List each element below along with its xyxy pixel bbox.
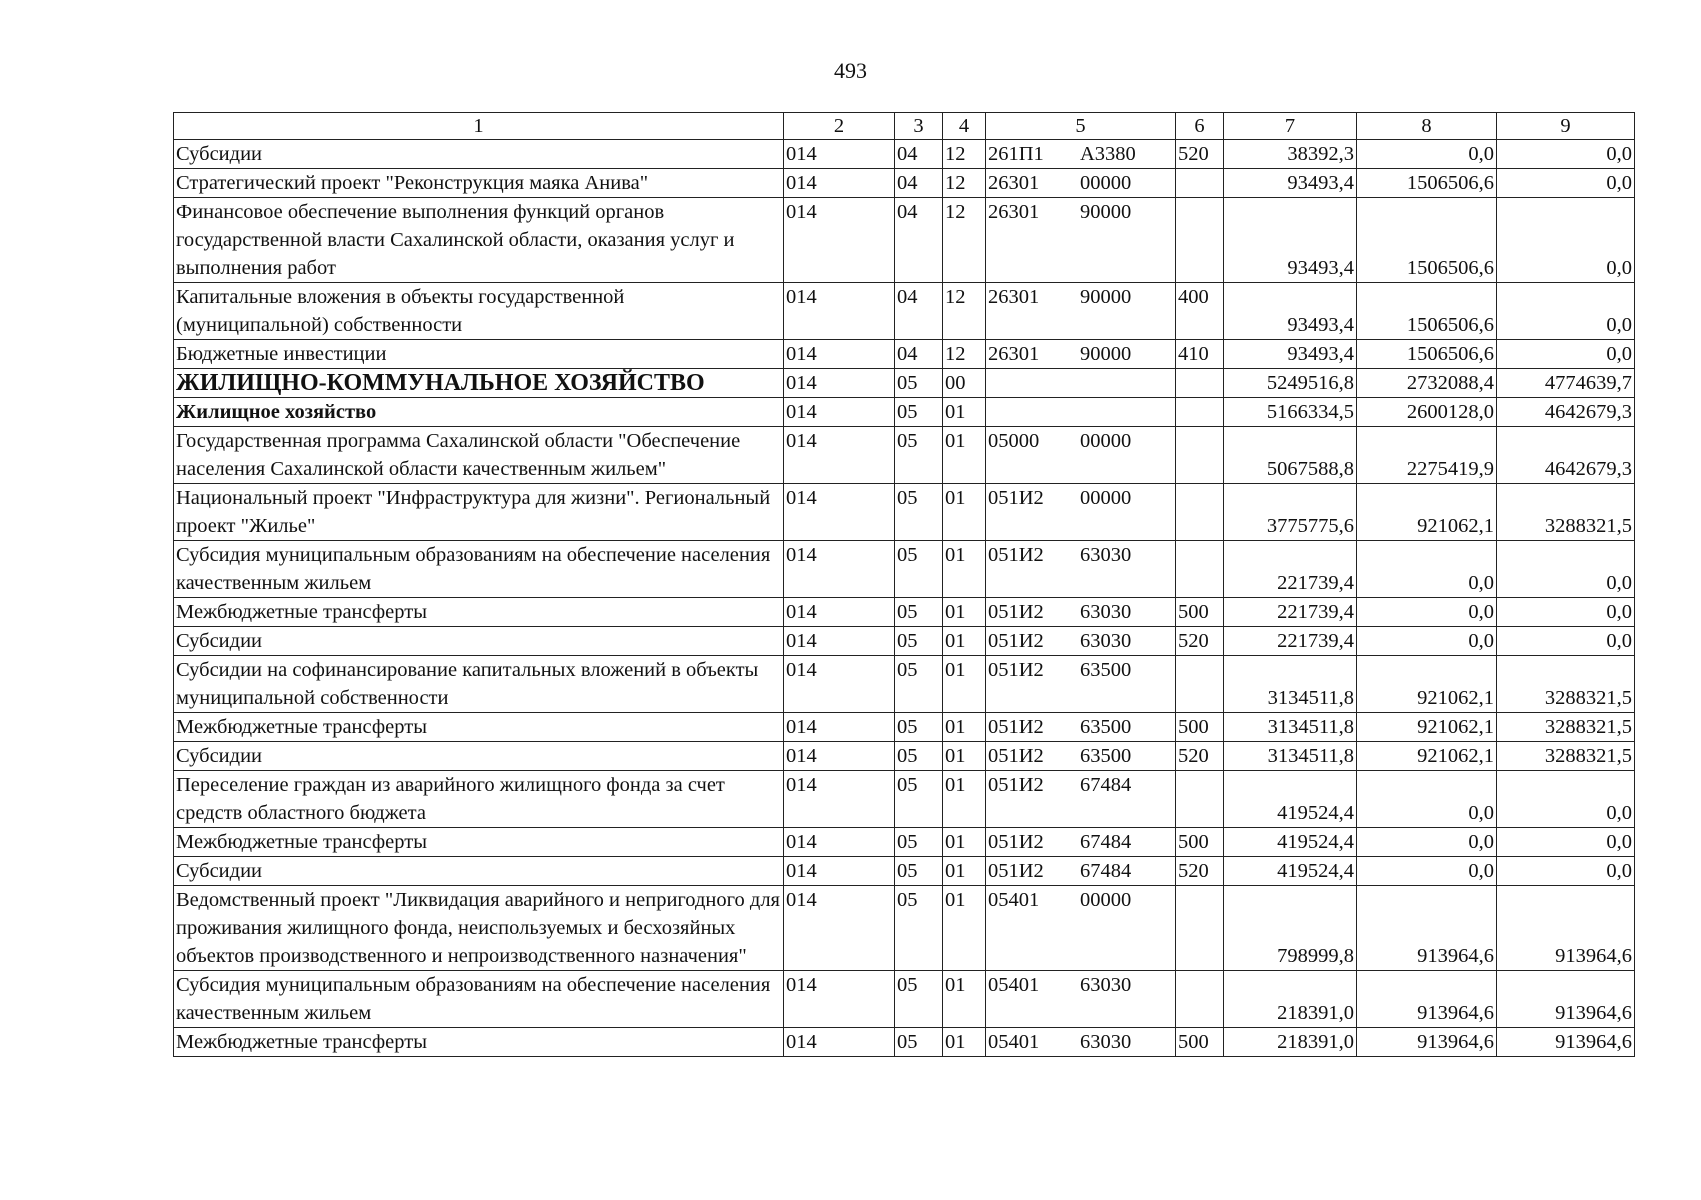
subsection-code: 01 <box>943 771 986 828</box>
expense-type-code: 400 <box>1176 283 1224 340</box>
column-header: 7 <box>1224 113 1357 140</box>
target-article-direction: 63500 <box>1080 716 1132 738</box>
target-article-program: 26301 <box>988 172 1040 194</box>
amount-col8: 913964,6 <box>1357 971 1497 1028</box>
ministry-code: 014 <box>784 857 895 886</box>
amount-col8: 1506506,6 <box>1357 169 1497 198</box>
target-article-program: 051И2 <box>988 716 1044 738</box>
amount-col8: 1506506,6 <box>1357 283 1497 340</box>
ministry-code: 014 <box>784 971 895 1028</box>
subsection-code: 12 <box>943 198 986 283</box>
target-article-direction: 63500 <box>1080 659 1132 681</box>
table-row <box>174 828 1635 857</box>
amount-col9: 0,0 <box>1497 828 1635 857</box>
expense-type-code <box>1176 198 1224 283</box>
amount-col7: 93493,4 <box>1224 198 1357 283</box>
section-code: 05 <box>895 1028 943 1057</box>
target-article-direction: 63030 <box>1080 1031 1132 1053</box>
table-row <box>174 857 1635 886</box>
amount-col8: 921062,1 <box>1357 656 1497 713</box>
amount-col9: 0,0 <box>1497 140 1635 169</box>
budget-table <box>173 112 1635 1057</box>
row-name: Межбюджетные трансферты <box>174 1028 784 1057</box>
target-article-direction: 00000 <box>1080 172 1132 194</box>
target-article <box>986 886 1176 971</box>
row-name: Стратегический проект "Реконструкция маяка Анива" <box>174 169 784 198</box>
amount-col9: 3288321,5 <box>1497 484 1635 541</box>
row-name: Бюджетные инвестиции <box>174 340 784 369</box>
target-article <box>986 656 1176 713</box>
table-row <box>174 971 1635 1028</box>
amount-col7: 218391,0 <box>1224 971 1357 1028</box>
ministry-code: 014 <box>784 828 895 857</box>
ministry-code: 014 <box>784 771 895 828</box>
expense-type-code: 520 <box>1176 857 1224 886</box>
row-name: Финансовое обеспечение выполнения функций органов государственной власти Сахалинской области, оказания услуг и выполнения работ <box>174 198 784 283</box>
table-row <box>174 484 1635 541</box>
subsection-code: 12 <box>943 140 986 169</box>
section-code: 05 <box>895 713 943 742</box>
amount-col7: 419524,4 <box>1224 771 1357 828</box>
target-article <box>986 198 1176 283</box>
ministry-code: 014 <box>784 369 895 398</box>
amount-col9: 0,0 <box>1497 340 1635 369</box>
target-article <box>986 369 1176 398</box>
section-code: 04 <box>895 140 943 169</box>
expense-type-code <box>1176 369 1224 398</box>
column-header: 3 <box>895 113 943 140</box>
amount-col9: 0,0 <box>1497 771 1635 828</box>
section-code: 05 <box>895 742 943 771</box>
ministry-code: 014 <box>784 427 895 484</box>
table-row <box>174 656 1635 713</box>
expense-type-code <box>1176 771 1224 828</box>
subsection-code: 01 <box>943 971 986 1028</box>
target-article-direction: 67484 <box>1080 831 1132 853</box>
section-code: 04 <box>895 283 943 340</box>
amount-col9: 913964,6 <box>1497 886 1635 971</box>
target-article-program: 051И2 <box>988 745 1044 767</box>
ministry-code: 014 <box>784 340 895 369</box>
target-article <box>986 398 1176 427</box>
subsection-code: 01 <box>943 656 986 713</box>
amount-col8: 2732088,4 <box>1357 369 1497 398</box>
target-article-direction: 63030 <box>1080 544 1132 566</box>
target-article <box>986 427 1176 484</box>
target-article <box>986 713 1176 742</box>
target-article-program: 05401 <box>988 974 1040 996</box>
expense-type-code <box>1176 484 1224 541</box>
section-code: 05 <box>895 971 943 1028</box>
target-article <box>986 742 1176 771</box>
target-article-direction: 63030 <box>1080 601 1132 623</box>
subsection-code: 01 <box>943 627 986 656</box>
row-name: Государственная программа Сахалинской области "Обеспечение населения Сахалинской области качественным жильем" <box>174 427 784 484</box>
expense-type-code <box>1176 971 1224 1028</box>
amount-col8: 0,0 <box>1357 828 1497 857</box>
amount-col9: 4642679,3 <box>1497 427 1635 484</box>
amount-col8: 2600128,0 <box>1357 398 1497 427</box>
target-article-direction: А3380 <box>1080 143 1136 165</box>
subsection-code: 01 <box>943 713 986 742</box>
target-article <box>986 857 1176 886</box>
amount-col9: 0,0 <box>1497 598 1635 627</box>
amount-col9: 0,0 <box>1497 169 1635 198</box>
amount-col7: 218391,0 <box>1224 1028 1357 1057</box>
amount-col8: 921062,1 <box>1357 742 1497 771</box>
expense-type-code <box>1176 427 1224 484</box>
target-article-program: 051И2 <box>988 544 1044 566</box>
amount-col9: 4642679,3 <box>1497 398 1635 427</box>
ministry-code: 014 <box>784 169 895 198</box>
amount-col7: 5067588,8 <box>1224 427 1357 484</box>
row-name: Субсидии <box>174 140 784 169</box>
table-row <box>174 427 1635 484</box>
amount-col9: 913964,6 <box>1497 1028 1635 1057</box>
target-article-program: 261П1 <box>988 143 1044 165</box>
subsection-code: 01 <box>943 857 986 886</box>
amount-col8: 0,0 <box>1357 771 1497 828</box>
subsection-code: 01 <box>943 598 986 627</box>
amount-col8: 0,0 <box>1357 140 1497 169</box>
subsection-code: 01 <box>943 398 986 427</box>
ministry-code: 014 <box>784 484 895 541</box>
row-name: Межбюджетные трансферты <box>174 713 784 742</box>
column-header: 8 <box>1357 113 1497 140</box>
subsection-code: 01 <box>943 828 986 857</box>
column-header: 5 <box>986 113 1176 140</box>
table-row <box>174 541 1635 598</box>
ministry-code: 014 <box>784 742 895 771</box>
subsection-code: 00 <box>943 369 986 398</box>
target-article-direction: 67484 <box>1080 774 1132 796</box>
amount-col9: 0,0 <box>1497 627 1635 656</box>
amount-col7: 221739,4 <box>1224 598 1357 627</box>
column-header: 4 <box>943 113 986 140</box>
amount-col9: 0,0 <box>1497 857 1635 886</box>
amount-col7: 221739,4 <box>1224 627 1357 656</box>
section-code: 05 <box>895 598 943 627</box>
expense-type-code: 500 <box>1176 1028 1224 1057</box>
table-row <box>174 198 1635 283</box>
ministry-code: 014 <box>784 283 895 340</box>
section-code: 05 <box>895 656 943 713</box>
column-header: 6 <box>1176 113 1224 140</box>
target-article-direction: 63030 <box>1080 630 1132 652</box>
amount-col7: 419524,4 <box>1224 857 1357 886</box>
target-article-direction: 90000 <box>1080 343 1132 365</box>
section-code: 05 <box>895 369 943 398</box>
subsection-code: 01 <box>943 484 986 541</box>
amount-col7: 93493,4 <box>1224 340 1357 369</box>
section-code: 05 <box>895 427 943 484</box>
amount-col8: 2275419,9 <box>1357 427 1497 484</box>
row-name: Субсидии <box>174 857 784 886</box>
expense-type-code <box>1176 656 1224 713</box>
amount-col9: 0,0 <box>1497 283 1635 340</box>
target-article <box>986 771 1176 828</box>
ministry-code: 014 <box>784 627 895 656</box>
subsection-code: 12 <box>943 169 986 198</box>
subsection-code: 01 <box>943 427 986 484</box>
target-article-program: 051И2 <box>988 831 1044 853</box>
amount-col9: 3288321,5 <box>1497 656 1635 713</box>
row-name: Ведомственный проект "Ликвидация аварийного и непригодного для проживания жилищного фонда, неиспользуемых и бесхозяйных объектов производственного и непроизводственного назначения" <box>174 886 784 971</box>
ministry-code: 014 <box>784 886 895 971</box>
table-row <box>174 140 1635 169</box>
amount-col9: 0,0 <box>1497 541 1635 598</box>
subsection-code: 01 <box>943 1028 986 1057</box>
amount-col8: 0,0 <box>1357 857 1497 886</box>
target-article-direction: 00000 <box>1080 889 1132 911</box>
row-name: Субсидии на софинансирование капитальных вложений в объекты муниципальной собственности <box>174 656 784 713</box>
target-article-direction: 63030 <box>1080 974 1132 996</box>
amount-col8: 921062,1 <box>1357 713 1497 742</box>
amount-col8: 921062,1 <box>1357 484 1497 541</box>
amount-col7: 5249516,8 <box>1224 369 1357 398</box>
target-article <box>986 340 1176 369</box>
expense-type-code: 520 <box>1176 627 1224 656</box>
target-article <box>986 140 1176 169</box>
row-name: Субсидия муниципальным образованиям на обеспечение населения качественным жильем <box>174 541 784 598</box>
row-name: Переселение граждан из аварийного жилищного фонда за счет средств областного бюджета <box>174 771 784 828</box>
subsection-code: 01 <box>943 742 986 771</box>
target-article-program: 26301 <box>988 286 1040 308</box>
target-article-program: 051И2 <box>988 487 1044 509</box>
target-article-program: 26301 <box>988 343 1040 365</box>
table-row <box>174 598 1635 627</box>
amount-col8: 0,0 <box>1357 541 1497 598</box>
amount-col7: 3134511,8 <box>1224 656 1357 713</box>
target-article-program: 05401 <box>988 889 1040 911</box>
ministry-code: 014 <box>784 541 895 598</box>
target-article <box>986 283 1176 340</box>
table-row <box>174 742 1635 771</box>
expense-type-code <box>1176 169 1224 198</box>
target-article <box>986 828 1176 857</box>
amount-col8: 1506506,6 <box>1357 340 1497 369</box>
expense-type-code: 500 <box>1176 598 1224 627</box>
section-code: 05 <box>895 398 943 427</box>
target-article <box>986 598 1176 627</box>
amount-col9: 913964,6 <box>1497 971 1635 1028</box>
row-name: Капитальные вложения в объекты государственной (муниципальной) собственности <box>174 283 784 340</box>
amount-col7: 38392,3 <box>1224 140 1357 169</box>
row-name: Субсидии <box>174 742 784 771</box>
section-code: 05 <box>895 828 943 857</box>
target-article-program: 26301 <box>988 201 1040 223</box>
row-name: ЖИЛИЩНО-КОММУНАЛЬНОЕ ХОЗЯЙСТВО <box>174 369 784 398</box>
target-article-direction: 67484 <box>1080 860 1132 882</box>
section-code: 05 <box>895 886 943 971</box>
table-row <box>174 169 1635 198</box>
target-article-direction: 00000 <box>1080 430 1132 452</box>
column-header: 1 <box>174 113 784 140</box>
amount-col9: 3288321,5 <box>1497 742 1635 771</box>
target-article-program: 051И2 <box>988 860 1044 882</box>
target-article-program: 05401 <box>988 1031 1040 1053</box>
amount-col9: 4774639,7 <box>1497 369 1635 398</box>
table-row <box>174 627 1635 656</box>
target-article <box>986 169 1176 198</box>
target-article <box>986 971 1176 1028</box>
amount-col9: 0,0 <box>1497 198 1635 283</box>
table-row <box>174 398 1635 427</box>
section-code: 04 <box>895 198 943 283</box>
section-code: 05 <box>895 541 943 598</box>
expense-type-code: 520 <box>1176 140 1224 169</box>
table-row <box>174 340 1635 369</box>
expense-type-code: 500 <box>1176 713 1224 742</box>
subsection-code: 12 <box>943 283 986 340</box>
row-name: Субсидии <box>174 627 784 656</box>
target-article-program: 051И2 <box>988 659 1044 681</box>
amount-col7: 3134511,8 <box>1224 742 1357 771</box>
target-article-direction: 90000 <box>1080 201 1132 223</box>
amount-col7: 93493,4 <box>1224 169 1357 198</box>
amount-col7: 5166334,5 <box>1224 398 1357 427</box>
section-code: 05 <box>895 857 943 886</box>
section-code: 04 <box>895 340 943 369</box>
amount-col7: 221739,4 <box>1224 541 1357 598</box>
target-article-program: 05000 <box>988 430 1040 452</box>
section-code: 05 <box>895 771 943 828</box>
subsection-code: 01 <box>943 886 986 971</box>
header-row <box>174 113 1635 140</box>
page-number: 493 <box>834 58 867 83</box>
section-code: 04 <box>895 169 943 198</box>
target-article <box>986 1028 1176 1057</box>
expense-type-code: 500 <box>1176 828 1224 857</box>
section-code: 05 <box>895 484 943 541</box>
row-name: Жилищное хозяйство <box>174 398 784 427</box>
target-article-program: 051И2 <box>988 774 1044 796</box>
target-article-direction: 00000 <box>1080 487 1132 509</box>
row-name: Национальный проект "Инфраструктура для жизни". Региональный проект "Жилье" <box>174 484 784 541</box>
ministry-code: 014 <box>784 713 895 742</box>
subsection-code: 12 <box>943 340 986 369</box>
amount-col7: 3775775,6 <box>1224 484 1357 541</box>
ministry-code: 014 <box>784 1028 895 1057</box>
expense-type-code <box>1176 541 1224 598</box>
amount-col8: 913964,6 <box>1357 886 1497 971</box>
table-row <box>174 1028 1635 1057</box>
amount-col8: 0,0 <box>1357 627 1497 656</box>
amount-col9: 3288321,5 <box>1497 713 1635 742</box>
target-article-program: 051И2 <box>988 601 1044 623</box>
ministry-code: 014 <box>784 140 895 169</box>
row-name: Субсидия муниципальным образованиям на обеспечение населения качественным жильем <box>174 971 784 1028</box>
amount-col8: 0,0 <box>1357 598 1497 627</box>
ministry-code: 014 <box>784 656 895 713</box>
ministry-code: 014 <box>784 198 895 283</box>
amount-col7: 798999,8 <box>1224 886 1357 971</box>
amount-col8: 913964,6 <box>1357 1028 1497 1057</box>
column-header: 2 <box>784 113 895 140</box>
ministry-code: 014 <box>784 398 895 427</box>
table-row <box>174 283 1635 340</box>
table-row <box>174 713 1635 742</box>
target-article <box>986 627 1176 656</box>
amount-col7: 3134511,8 <box>1224 713 1357 742</box>
target-article-direction: 63500 <box>1080 745 1132 767</box>
expense-type-code: 520 <box>1176 742 1224 771</box>
section-code: 05 <box>895 627 943 656</box>
row-name: Межбюджетные трансферты <box>174 828 784 857</box>
target-article-program: 051И2 <box>988 630 1044 652</box>
target-article <box>986 484 1176 541</box>
amount-col7: 419524,4 <box>1224 828 1357 857</box>
table-row <box>174 886 1635 971</box>
expense-type-code <box>1176 398 1224 427</box>
expense-type-code: 410 <box>1176 340 1224 369</box>
amount-col8: 1506506,6 <box>1357 198 1497 283</box>
amount-col7: 93493,4 <box>1224 283 1357 340</box>
subsection-code: 01 <box>943 541 986 598</box>
target-article-direction: 90000 <box>1080 286 1132 308</box>
expense-type-code <box>1176 886 1224 971</box>
ministry-code: 014 <box>784 598 895 627</box>
table-row <box>174 771 1635 828</box>
row-name: Межбюджетные трансферты <box>174 598 784 627</box>
target-article <box>986 541 1176 598</box>
table-row <box>174 369 1635 398</box>
column-header: 9 <box>1497 113 1635 140</box>
